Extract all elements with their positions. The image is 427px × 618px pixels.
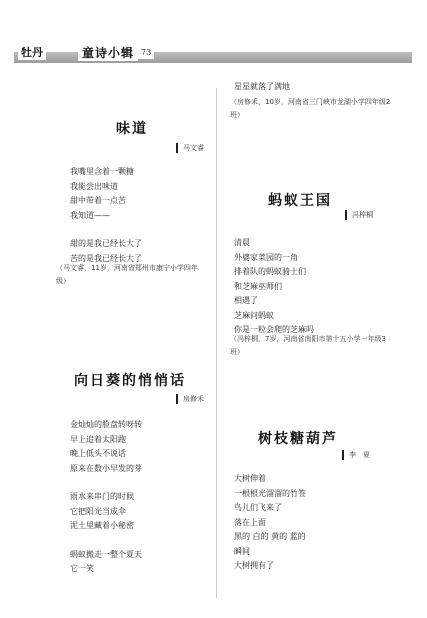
poem-line: 瞬间 (234, 546, 250, 556)
poem-line: 甜的是我已经长大了 (70, 239, 142, 248)
poem-line: 苦的是我已经长大了 (70, 253, 142, 263)
poem-lines-kuihua (70, 418, 142, 577)
poem-line: 和芝麻巫师们 (234, 281, 282, 291)
header-bar (14, 52, 412, 63)
poem-line: 我嘴里含着一颗糖 (70, 167, 134, 176)
poem-line: 它把阳光当成伞 (70, 506, 126, 516)
poem-line: 蚂蚁搬走一整个夏天 (70, 549, 142, 559)
poem-line: 我能尝出味道 (70, 181, 118, 191)
poem-line: 星星就落了满地 (234, 82, 290, 91)
poem-line: 我知道—— (70, 210, 110, 220)
column-divider (216, 88, 217, 598)
poem-line: 相遇了 (234, 296, 258, 305)
poem-line: 泥土里藏着小秘密 (70, 521, 134, 530)
poem-lines-kuihua-continued (234, 80, 290, 95)
poem-line: 清晨 (234, 238, 250, 247)
poem-title-kuihua: 向日葵的悄悄话 (74, 373, 186, 389)
poem-line: 它一笑 (70, 564, 94, 573)
poem-line: 鸟儿们飞来了 (234, 503, 282, 512)
poem-line: 晚上低头不说话 (70, 449, 126, 458)
stanza-break (70, 223, 142, 237)
poem-line: 原来在数小早发的芽 (70, 463, 142, 473)
poem-line: 芝麻问蚂蚁 (234, 310, 274, 320)
author-note-mayi: （冯梓桐，7岁，河南省南阳市第十五小学一年级3班） (230, 335, 386, 356)
poem-lines-weidao (70, 165, 142, 266)
poem-line: 早上追着太阳跑 (70, 434, 126, 444)
author-note-kuihua: （房修禾，10岁，河南省三门峡市龙湖小学四年级2班） (230, 98, 391, 119)
poem-lines-mayi (234, 236, 314, 338)
poem-title-tanghulu: 树枝糖葫芦 (258, 431, 338, 447)
magazine-brand: 牡丹 (18, 46, 46, 60)
page-number: 73 (138, 47, 154, 59)
poem-line: 甜中带着一点苦 (70, 196, 126, 205)
poem-title-weidao: 味道 (116, 121, 148, 137)
poem-line: 金灿灿的脸盘转呀转 (70, 420, 142, 429)
poem-author-tanghulu: 李 夏 (342, 450, 370, 460)
stanza-break (70, 534, 142, 548)
poem-line: 黑的 白的 黄的 蓝的 (234, 532, 306, 541)
poem-author-kuihua: 房修禾 (176, 394, 204, 404)
poem-title-mayi: 蚂蚁王国 (268, 193, 332, 209)
poem-line: 落在上面 (234, 517, 266, 527)
poem-author-weidao: 马文睿 (176, 143, 204, 153)
poem-line: 排着队的蚂蚁骑士们 (234, 267, 306, 276)
poem-lines-tanghulu (234, 472, 306, 574)
poem-line: 一根根光溜溜的竹签 (234, 488, 306, 498)
section-title: 童诗小辑 (78, 45, 138, 61)
author-note-weidao: （马文睿，11岁，河南省郑州市康宁小学四年级） (56, 264, 198, 285)
poem-author-mayi: 冯梓桐 (345, 210, 373, 220)
poem-line: 大树拥有了 (234, 561, 274, 570)
poem-line: 大树伸着 (234, 474, 266, 483)
poem-line: 外婆家菜园的一角 (234, 252, 298, 262)
page-header (0, 0, 427, 72)
poem-line: 雨水来串门的时候 (70, 492, 134, 501)
stanza-break (70, 476, 142, 490)
poem-line: 你是一粒会爬的芝麻吗 (234, 325, 314, 334)
